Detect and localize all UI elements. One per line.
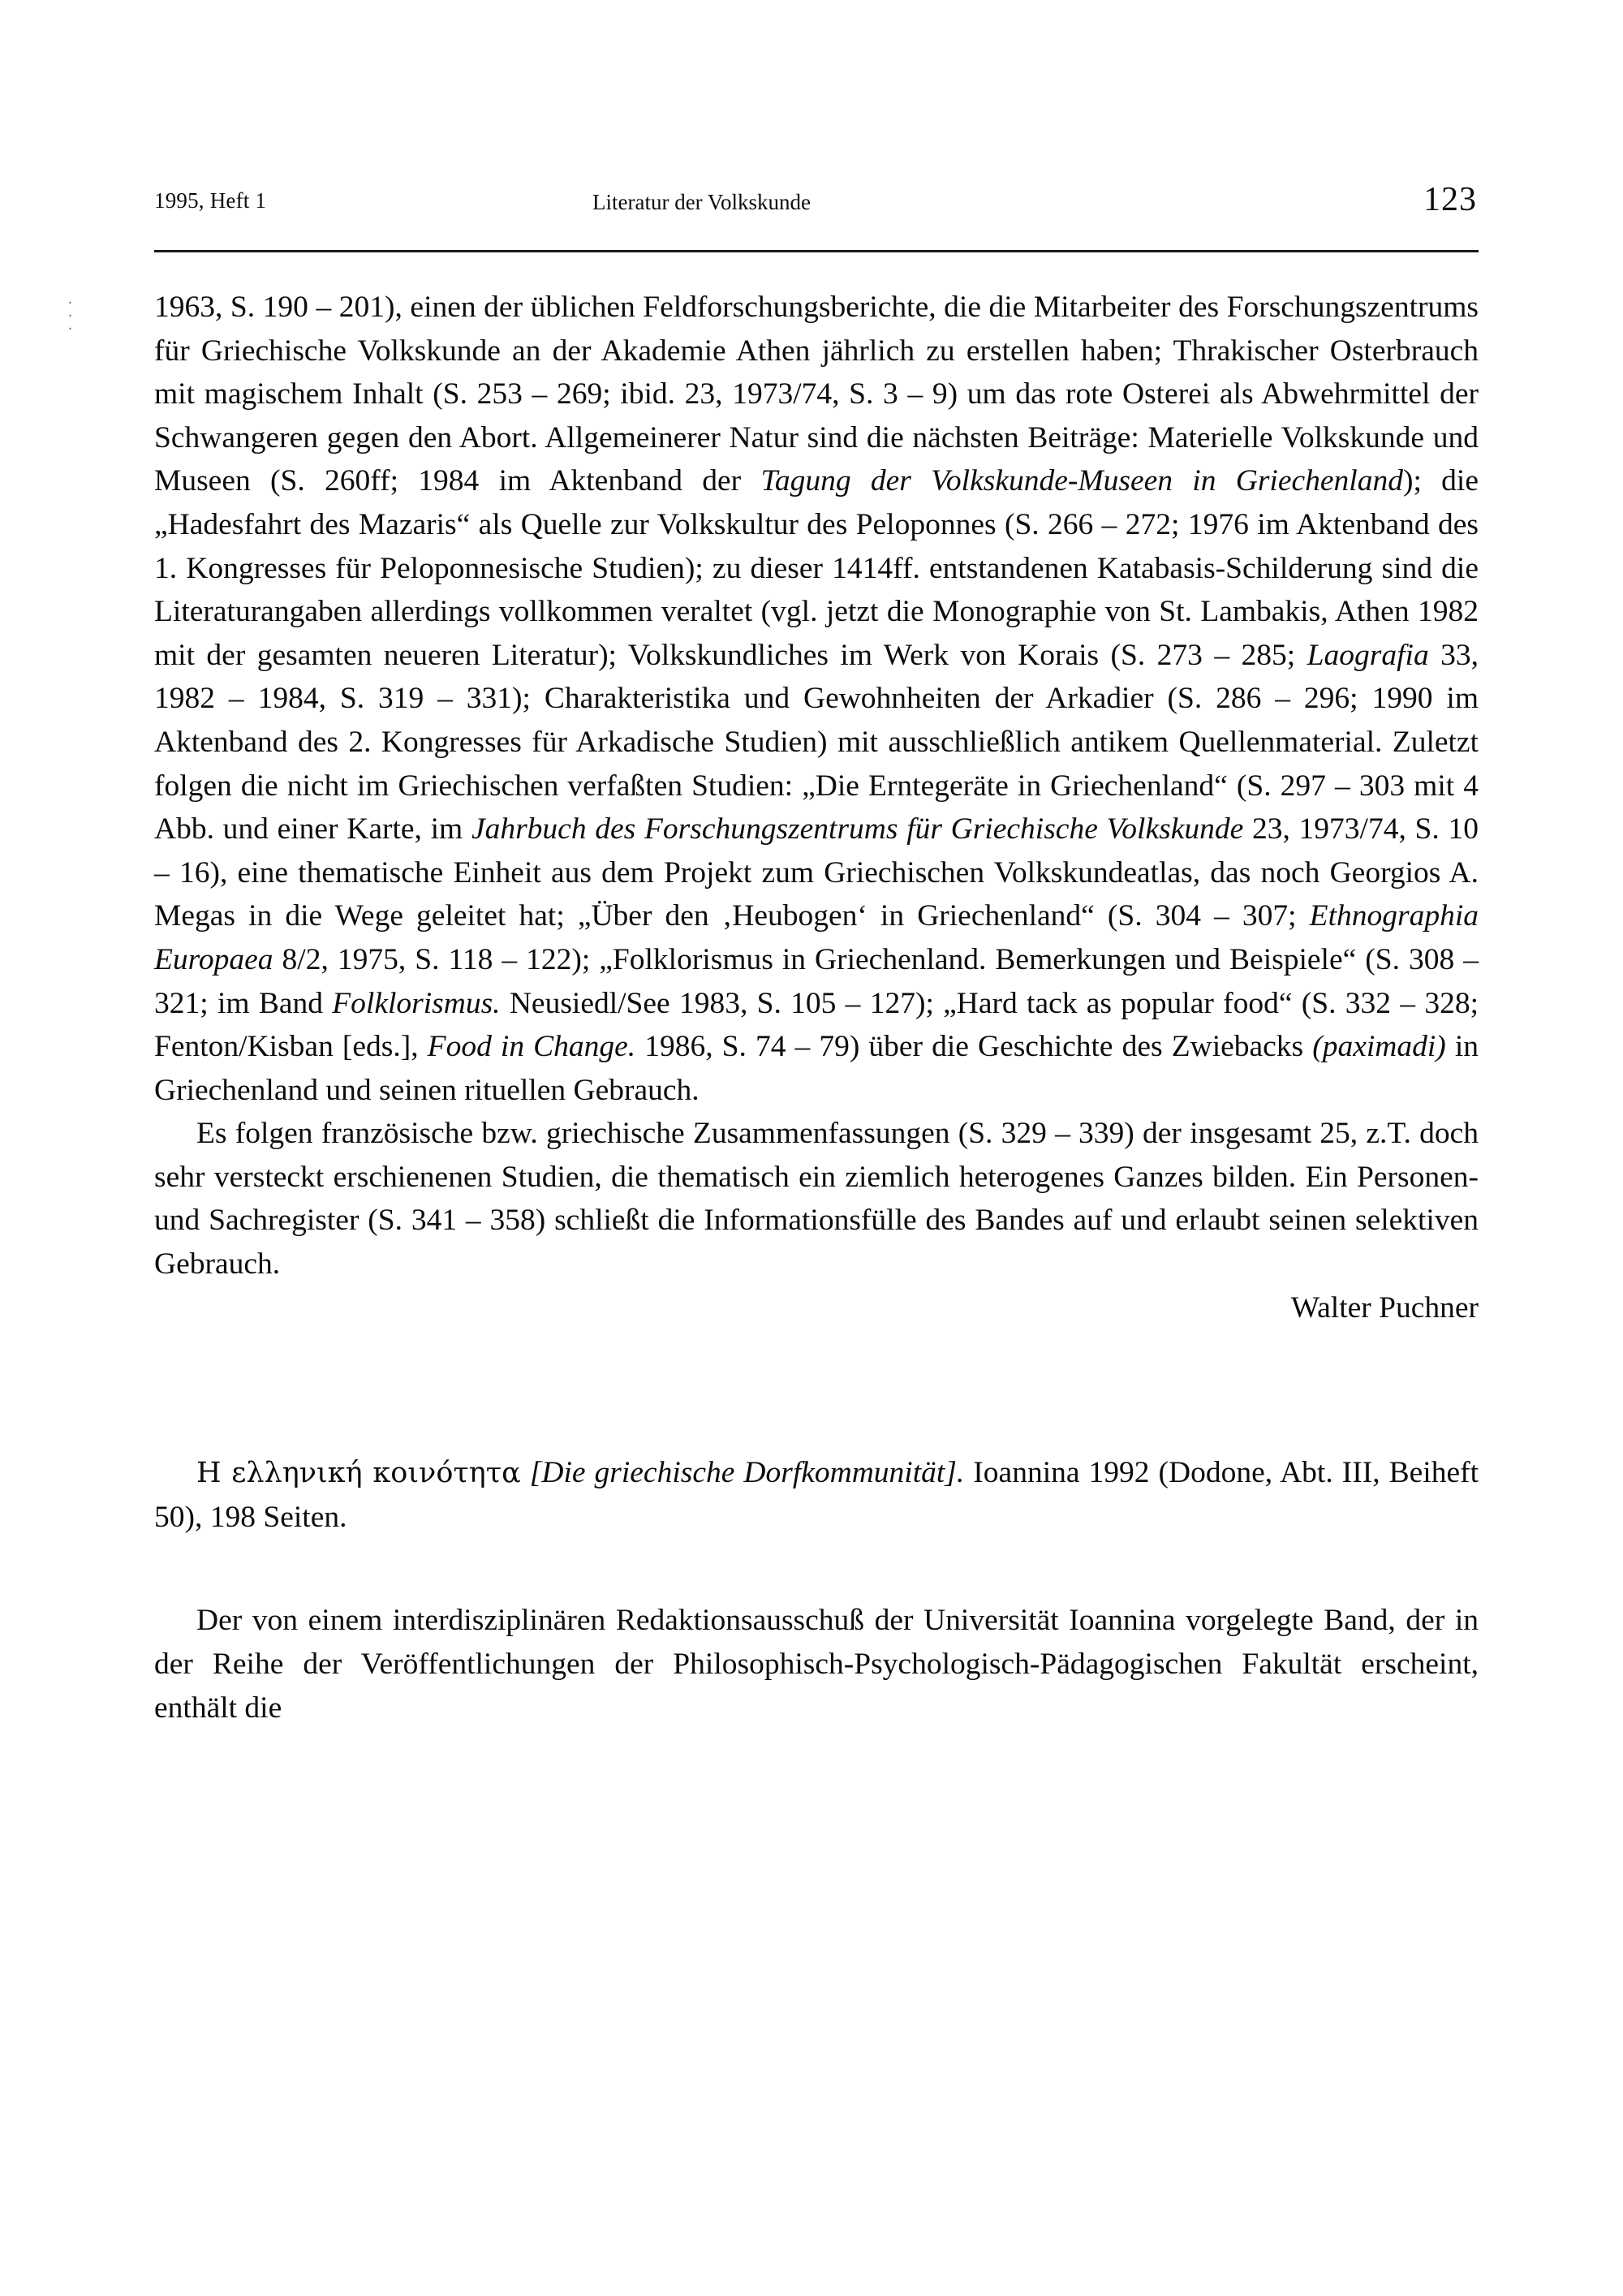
entry-publication-info: Ioannina 1992 (Dodone, Abt. III, Beiheft 50), 198 Seiten. xyxy=(154,1456,1479,1534)
paragraph-1-title-food-in-change: Food in Change. xyxy=(427,1030,636,1064)
paragraph-1-part-c: ); die „Hadesfahrt des Mazaris“ als Quelle zur Volkskultur des Peloponnes (S. 266 – 272; 1976 im Aktenband des 1. Kongresses für Peloponnesische Studien); zu dieser 1414ff. entstandenen Katabasis-Schilderung sind die Literaturangaben allerdings vollkommen veraltet (vgl. jetzt die Monographie von St. Lambakis, Athen 1982 mit der gesamten neueren Literatur); Volkskundliches im Werk von Korais (S. 273 – 285; xyxy=(154,464,1479,672)
bibliographic-entry xyxy=(154,1451,1479,1539)
paragraph-2: Es folgen französische bzw. griechische Zusammenfassungen (S. 329 – 339) der insgesamt 25, z.T. doch sehr versteckt erschienenen Studien, die thematisch ein ziemlich heterogenes Ganzes bilden. Ein Personen- und Sachregister (S. 341 – 358) schließt die Informationsfülle des Bandes auf und erlaubt seinen selektiven Gebrauch. xyxy=(154,1117,1479,1282)
paragraph-1-part-e: 33, 1982 – 1984, S. 319 – 331); Charakteristika und Gewohnheiten der Arkadier (S. 286 – 296; 1990 im Aktenband des 2. Kongresses für Arkadische Studien) mit ausschließlich antikem Quellenmaterial. Zuletzt folgen die nicht im Griechischen verfaßten Studien: „Die Erntegeräte in Griechenland“ (S. 297 – 303 mit 4 Abb. und einer Karte, im xyxy=(154,638,1479,846)
paragraph-1-term-paximadi: (paximadi) xyxy=(1312,1030,1446,1064)
entry-greek-title: Η ελληνική κοινότητα xyxy=(196,1457,521,1490)
margin-marks: . . . xyxy=(68,290,72,334)
page-number: 123 xyxy=(1423,181,1477,218)
entry-spacer xyxy=(154,1539,1479,1599)
paragraph-1-part-o: in Griechenland und seinen rituellen Gebrauch. xyxy=(154,1030,1479,1107)
paragraph-1-title-jahrbuch: Jahrbuch des Forschungszentrums für Griechische Volkskunde xyxy=(471,812,1244,846)
paragraph-1-title-ethnographia: Ethnographia Europaea xyxy=(154,899,1479,976)
paragraph-1-part-k: Neusiedl/See 1983, S. 105 – 127); „Hard tack as popular food“ (S. 332 – 328; Fenton/Kisban [eds.], xyxy=(154,986,1479,1064)
header-running-title: Literatur der Volkskunde xyxy=(592,190,811,214)
paragraph-1-part-g: 23, 1973/74, S. 10 – 16), eine thematische Einheit aus dem Projekt zum Griechischen Volkskundeatlas, das noch Georgios A. Megas in die Wege geleitet hat; „Über den ‚Heubogen‘ in Griechenland“ (S. 304 – 307; xyxy=(154,812,1479,933)
review-signature: Walter Puchner xyxy=(1290,1290,1479,1325)
entry-translated-title: [Die griechische Dorfkommunität]. xyxy=(529,1456,965,1490)
paragraph-1-part-a: 1963, S. 190 – 201), einen der üblichen Feldforschungsberichte, die die Mitarbeiter des Forschungszentrums für Griechische Volkskunde an der Akademie Athen jährlich zu erstellen haben; Thrakischer Osterbrauch mit magischem Inhalt (S. 253 – 269; ibid. 23, 1973/74, S. 3 – 9) um das rote Osterei als Abwehrmittel der Schwangeren gegen den Abort. Allgemeinerer Natur sind die nächsten Beiträge: Materielle Volkskunde und Museen (S. 260ff; 1984 im Aktenband der xyxy=(154,291,1479,498)
body-text xyxy=(154,286,1479,1730)
section-spacer xyxy=(154,1329,1479,1451)
header-rule xyxy=(154,250,1479,252)
paragraph-1-part-i: 8/2, 1975, S. 118 – 122); „Folklorismus in Griechenland. Bemerkungen und Beispiele“ (S. 308 – 321; im Band xyxy=(154,942,1479,1020)
paragraph-1-title-tagung: Tagung der Volkskunde-Museen in Griechenland xyxy=(760,464,1403,498)
paragraph-continuation xyxy=(154,286,1479,1112)
paragraph-3: Der von einem interdisziplinären Redaktionsausschuß der Universität Ioannina vorgelegte Band, der in der Reihe der Veröffentlichungen der Philosophisch-Psychologisch-Pädagogischen Fakultät erscheint, enthält die xyxy=(154,1604,1479,1725)
paragraph-1-title-folklorismus: Folklorismus. xyxy=(332,986,501,1020)
header-issue: 1995, Heft 1 xyxy=(154,188,267,213)
paragraph-1-title-laografia: Laografia xyxy=(1307,638,1429,672)
paragraph-1-part-m: 1986, S. 74 – 79) über die Geschichte des Zwiebacks xyxy=(635,1030,1313,1064)
page-header xyxy=(154,181,1477,227)
